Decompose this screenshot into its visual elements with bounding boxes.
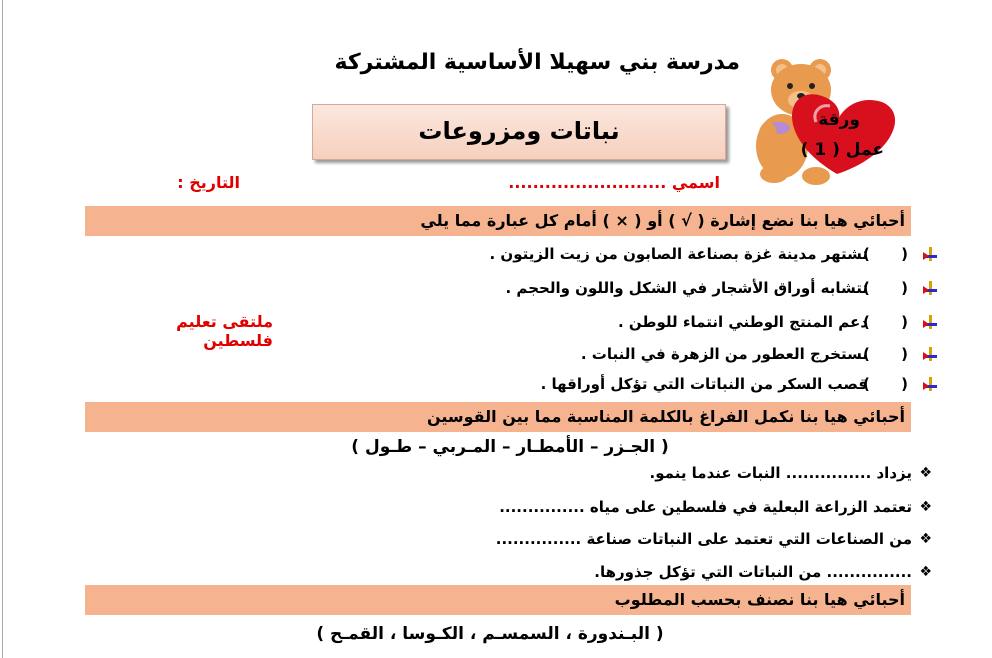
date-field: التاريخ : [177, 173, 240, 192]
fill-blank-text: من الصناعات التي تعتمد على النباتات صناعة ............... [495, 530, 912, 548]
arrow-bullet-icon [922, 246, 940, 264]
arrow-bullet-icon [922, 280, 940, 298]
answer-blank: ( ) [862, 279, 908, 297]
list-item [400, 463, 940, 485]
section-1-instruction: أحبائي هيا بنا نضع إشارة ( √ ) أو ( × ) أمام كل عبارة مما يلي [420, 211, 905, 230]
section-1-header [85, 206, 911, 236]
worksheet-number: عمل ( 1 ) [800, 140, 884, 160]
fill-blank-text: ............... من النباتات التي تؤكل جذورها. [594, 563, 912, 581]
answer-blank: ( ) [862, 245, 908, 263]
answer-blank: ( ) [862, 313, 908, 331]
section-3-instruction: أحبائي هيا بنا نصنف بحسب المطلوب [614, 590, 905, 609]
statement-text: تشتهر مدينة غزة بصناعة الصابون من زيت الزيتون . [489, 245, 868, 263]
list-item [400, 562, 940, 584]
arrow-bullet-icon [922, 346, 940, 364]
list-item [300, 312, 940, 334]
classify-items: ( البـندورة ، السمسـم ، الكـوسا ، القمـح ) [316, 624, 664, 644]
subject-title: نباتات ومزروعات [418, 117, 620, 145]
fill-blank-text: تعتمد الزراعة البعلية في فلسطين على مياه ............... [499, 498, 912, 516]
diamond-bullet-icon: ❖ [919, 499, 932, 515]
page-border [2, 0, 3, 658]
list-item [400, 497, 940, 519]
statement-text: نستخرج العطور من الزهرة في النبات . [580, 345, 868, 363]
worksheet-label: ورقة [818, 110, 860, 130]
arrow-bullet-icon [922, 376, 940, 394]
diamond-bullet-icon: ❖ [919, 531, 932, 547]
list-item [300, 278, 940, 300]
section-3-header [85, 585, 911, 615]
name-field: اسمي .......................... [508, 173, 720, 192]
list-item [300, 374, 940, 396]
watermark-text: ملتقى تعليم فلسطين [176, 312, 273, 350]
word-bank: ( الجـزر – الأمطـار – المـربي – طـول ) [351, 437, 669, 457]
answer-blank: ( ) [862, 375, 908, 393]
school-name: مدرسة بني سهيلا الأساسية المشتركة [334, 50, 740, 75]
statement-text: تتشابه أوراق الأشجار في الشكل واللون والحجم . [505, 279, 868, 297]
diamond-bullet-icon: ❖ [919, 465, 932, 481]
section-2-instruction: أحبائي هيا بنا نكمل الفراغ بالكلمة المناسبة مما بين القوسين [426, 407, 905, 426]
subject-box [312, 104, 726, 160]
arrow-bullet-icon [922, 314, 940, 332]
answer-blank: ( ) [862, 345, 908, 363]
statement-text: دعم المنتج الوطني انتماء للوطن . [617, 313, 868, 331]
diamond-bullet-icon: ❖ [919, 564, 932, 580]
list-item [400, 529, 940, 551]
statement-text: قصب السكر من النباتات التي تؤكل أوراقها . [540, 375, 868, 393]
fill-blank-text: يزداد ............... النبات عندما ينمو. [649, 464, 912, 482]
list-item [300, 244, 940, 266]
section-2-header [85, 402, 911, 432]
list-item [300, 344, 940, 366]
